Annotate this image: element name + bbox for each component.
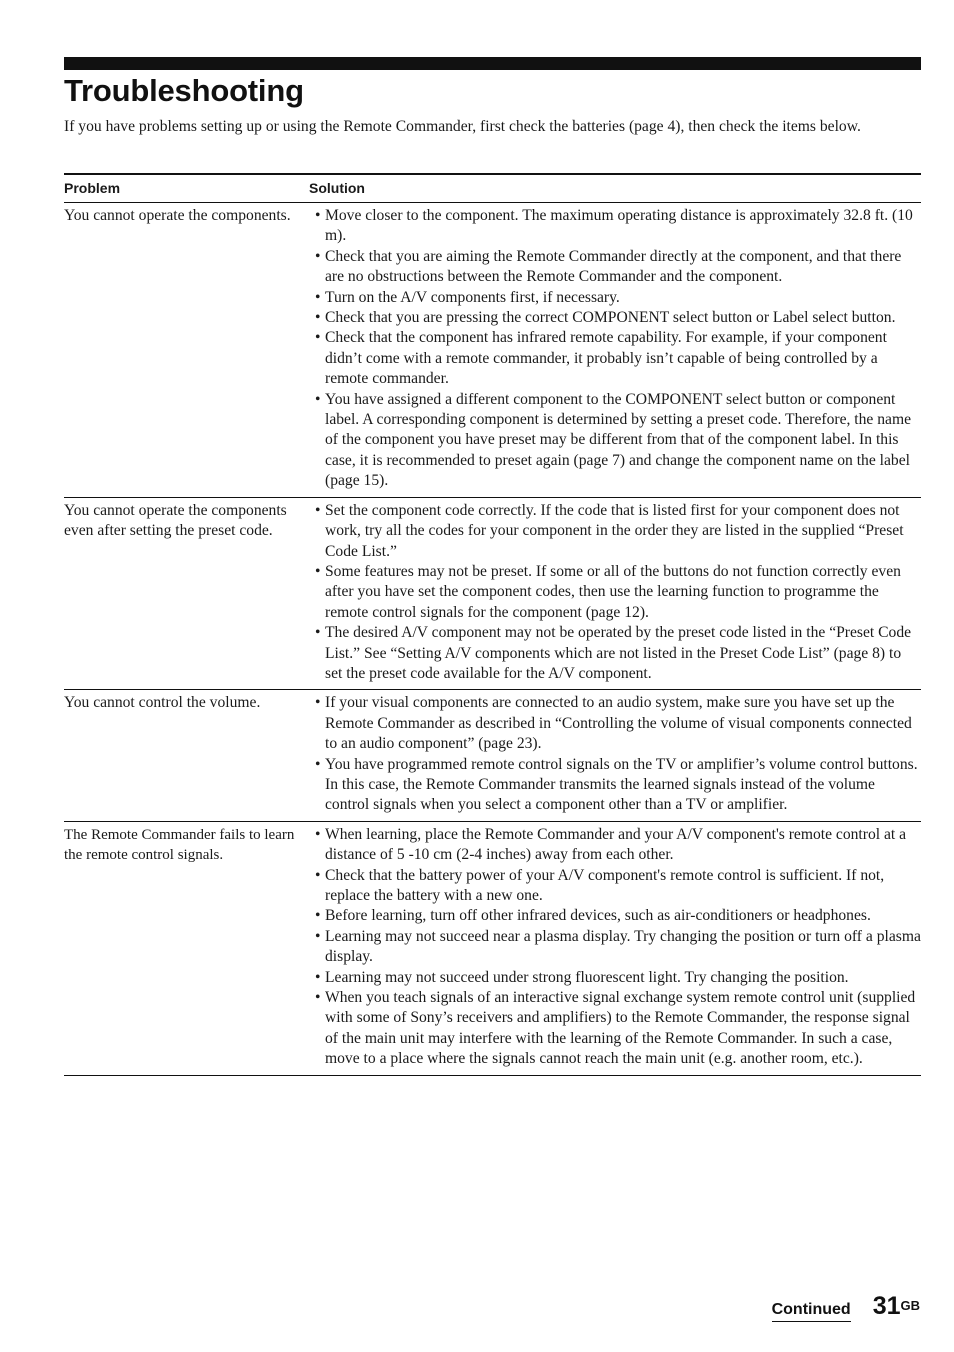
problem-cell: You cannot operate the components even after setting the preset code.	[64, 501, 287, 540]
solution-cell	[309, 690, 921, 821]
solution-item: • Set the component code correctly. If the code that is listed first for your component does not work, try all the codes for your component in the order they are listed in the supplied “Preset Code List.”	[309, 501, 921, 562]
solution-item: • Turn on the A/V components first, if necessary.	[309, 288, 921, 308]
solution-item: • Check that the battery power of your A/V component's remote control is sufficient. If not, replace the battery with a new one.	[309, 866, 921, 907]
page-number-suffix: GB	[900, 1298, 920, 1313]
intro-paragraph: If you have problems setting up or using the Remote Commander, first check the batteries (page 4), then check the items below.	[64, 118, 861, 135]
column-header-solution: Solution	[309, 180, 365, 196]
page-title: Troubleshooting	[64, 73, 304, 108]
continued-label: Continued	[772, 1301, 851, 1322]
problem-cell: You cannot operate the components.	[64, 207, 291, 224]
solution-item: • You have assigned a different component to the COMPONENT select button or component label. A corresponding component is determined by setting a preset code. Therefore, the name of the component you have preset may be different from that of the component label. In this case, it is recommended to preset again (page 7) and change the component name on the label (page 15).	[309, 390, 921, 492]
solution-list	[309, 825, 921, 1070]
troubleshooting-table	[64, 173, 921, 1076]
solution-cell	[309, 821, 921, 1075]
table-row	[64, 497, 921, 690]
solution-item: • Before learning, turn off other infrared devices, such as air-conditioners or headphones.	[309, 906, 921, 926]
solution-list	[309, 693, 921, 815]
solution-item: • Check that you are aiming the Remote Commander directly at the component, and that there are no obstructions between the Remote Commander and the component.	[309, 247, 921, 288]
header-rule	[64, 57, 921, 70]
table-row	[64, 821, 921, 1075]
page-footer	[772, 1292, 920, 1322]
solution-list	[309, 206, 921, 492]
solution-item: • If your visual components are connected to an audio system, make sure you have set up the Remote Commander as described in “Controlling the volume of visual components connected to an audio component” (page 23).	[309, 693, 921, 754]
solution-item: • You have programmed remote control signals on the TV or amplifier’s volume control buttons. In this case, the Remote Commander transmits the learned signals instead of the volume control signals when you select a component other than a TV or amplifier.	[309, 755, 921, 816]
solution-item: • Check that the component has infrared remote capability. For example, if your component didn’t come with a remote commander, it probably isn’t capable of being controlled by a remote commander.	[309, 328, 921, 389]
solution-item: • Check that you are pressing the correct COMPONENT select button or Label select button.	[309, 308, 921, 328]
problem-cell: The Remote Commander fails to learn the remote control signals.	[64, 826, 295, 864]
solution-item: • Learning may not succeed near a plasma display. Try changing the position or turn off a plasma display.	[309, 927, 921, 968]
solution-cell	[309, 497, 921, 690]
solution-item: • Learning may not succeed under strong fluorescent light. Try changing the position.	[309, 968, 921, 988]
solution-list	[309, 501, 921, 685]
solution-item: • When learning, place the Remote Commander and your A/V component's remote control at a distance of 5 -10 cm (2-4 inches) away from each other.	[309, 825, 921, 866]
table-row	[64, 690, 921, 821]
solution-item: • When you teach signals of an interactive signal exchange system remote control unit (supplied with some of Sony’s receivers and amplifiers) to the Remote Commander, the response signal of the main unit may interfere with the learning of the Remote Commander. In such a case, move to a place where the signals cannot reach the main unit (e.g. another room, etc.).	[309, 988, 921, 1070]
problem-cell: You cannot control the volume.	[64, 694, 261, 712]
table-row	[64, 203, 921, 498]
solution-item: • The desired A/V component may not be operated by the preset code listed in the “Preset Code List.” See “Setting A/V components which are not listed in the Preset Code List” (page 8) to set the preset code available for the A/V component.	[309, 623, 921, 684]
solution-item: • Move closer to the component. The maximum operating distance is approximately 32.8 ft. (10 m).	[309, 206, 921, 247]
column-header-problem: Problem	[64, 180, 121, 196]
solution-item: • Some features may not be preset. If some or all of the buttons do not function correctly even after you have set the component codes, then use the learning function to programme the remote control signals for the component (page 12).	[309, 562, 921, 623]
page-number: 31	[872, 1292, 901, 1320]
solution-cell	[309, 203, 921, 498]
table-header-row	[64, 174, 921, 203]
